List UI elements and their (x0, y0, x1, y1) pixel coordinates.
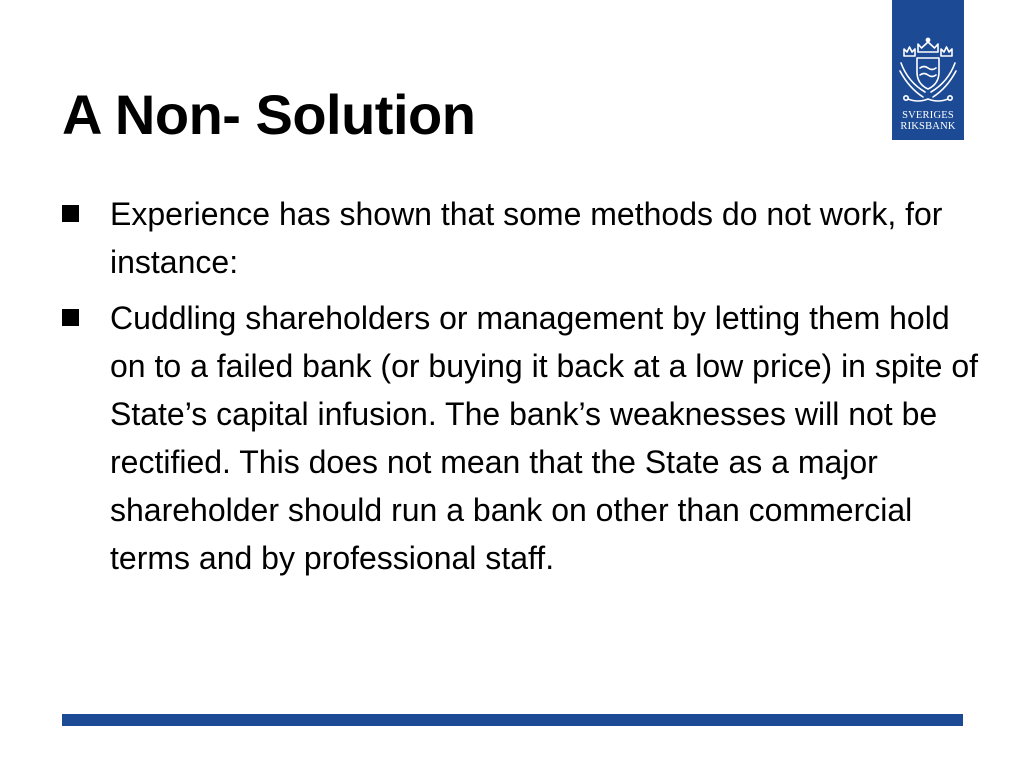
slide-title: A Non- Solution (62, 83, 476, 146)
square-bullet-icon (62, 309, 79, 326)
footer-divider (62, 714, 963, 726)
square-bullet-icon (62, 205, 79, 222)
riksbank-crest-icon (892, 0, 964, 110)
bullet-item (62, 190, 982, 286)
logo-text-line2: RIKSBANK (900, 121, 956, 132)
bullet-text: Experience has shown that some methods do not work, for instance: (110, 196, 943, 280)
logo-text-line1: SVERIGES (902, 110, 954, 121)
riksbank-logo (892, 0, 964, 140)
bullet-text: Cuddling shareholders or management by letting them hold on to a failed bank (or buying it back at a low price) in spite of State’s capital infusion. The bank’s weaknesses will not be rectified. This does not mean that the State as a major shareholder should run a bank on other than commercial terms and by professional staff. (110, 300, 979, 576)
bullet-list (62, 190, 982, 590)
bullet-item (62, 294, 982, 582)
